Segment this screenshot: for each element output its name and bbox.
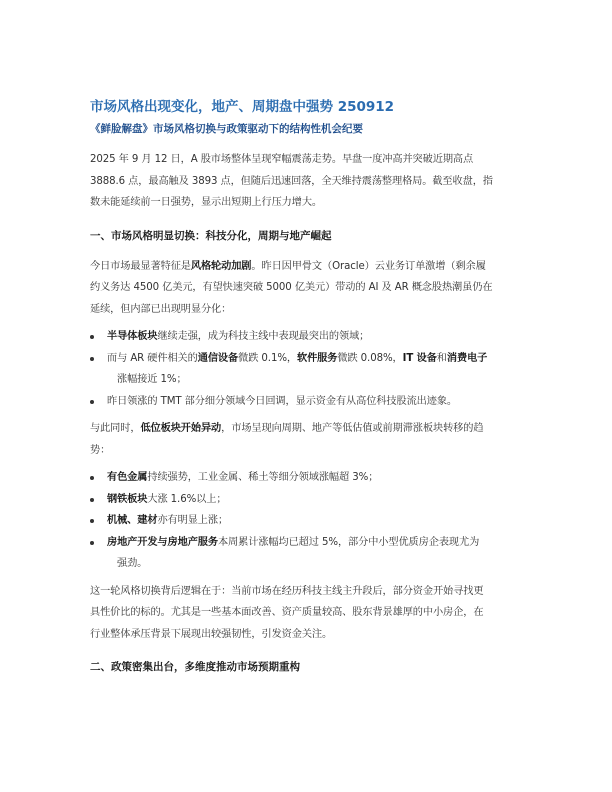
bold-phrase: 机械、建材 (107, 515, 158, 526)
bold-phrase: 钢铁板块 (107, 493, 148, 505)
intro-line-3: 数未能延续前一日强势，显示出短期上行压力增大。 (90, 197, 323, 208)
text-span: 今日市场最显著特征是 (90, 260, 191, 272)
intro-paragraph (90, 149, 522, 214)
bullet-icon (90, 335, 94, 339)
bold-phrase: 消费电子 (446, 352, 488, 364)
list-item (90, 348, 522, 391)
text-span: 亦有明显上涨； (157, 515, 229, 526)
list-item (90, 467, 522, 489)
text-span: 。昨日因甲骨文（Oracle）云业务订单激增（剩余履 (251, 260, 486, 272)
bullet-icon (90, 476, 94, 480)
text-span: 继续走强，成为科技主线中表现最突出的领域； (157, 331, 370, 342)
bullet-icon (90, 519, 94, 523)
document-subtitle: 《鲜脸解盘》市场风格切换与政策驱动下的结构性机会纪要 (90, 123, 363, 135)
section-1-paragraph-1 (90, 256, 522, 321)
text-span: 持续强势，工业金属、稀土等细分领域涨幅超 3%； (147, 472, 379, 483)
text-span: 而与 AR 硬件相关的 (107, 352, 198, 364)
list-item (90, 532, 522, 575)
bullet-icon (90, 357, 94, 361)
section-1-paragraph-3 (90, 581, 522, 646)
bullet-icon (90, 541, 94, 545)
text-span: 微跌 0.1%， (238, 352, 297, 364)
text-span: 本周累计涨幅均已超过 5%，部分中小型优质房企表现尤为 (217, 536, 480, 548)
text-span: 势： (90, 444, 111, 456)
bold-phrase: 软件服务 (297, 352, 338, 364)
section-2-heading: 二、政策密集出台，多维度推动市场预期重构 (90, 661, 300, 673)
intro-line-1: 2025 年 9 月 12 日，A 股市场整体呈现窄幅震荡走势。早盘一度冲高并突破近期高点 (90, 154, 474, 165)
text-span: 强劲。 (117, 558, 148, 569)
bold-phrase: 半导体板块 (107, 331, 158, 342)
document-page (90, 97, 522, 675)
bullet-list-tech (90, 326, 522, 412)
section-1-heading: 一、市场风格明显切换：科技分化，周期与地产崛起 (90, 229, 332, 242)
text-span: 这一轮风格切换背后逻辑在于：当前市场在经历科技主线主升段后，部分资金开始寻找更 (90, 585, 484, 597)
list-item (90, 489, 522, 511)
text-span: 昨日领涨的 TMT 部分细分领域今日回调，显示资金有从高位科技股流出迹象。 (107, 395, 458, 407)
list-item (90, 326, 522, 348)
text-span: 和 (436, 352, 447, 364)
bullet-icon (90, 498, 94, 502)
bold-phrase: 房地产开发与房地产服务 (107, 536, 218, 548)
list-item (90, 510, 522, 532)
document-title: 市场风格出现变化，地产、周期盘中强势 250912 (90, 99, 395, 115)
bold-phrase: 通信设备 (197, 352, 239, 364)
bold-phrase: 低位板块开始异动 (140, 423, 222, 434)
bold-phrase: 有色金属 (107, 472, 148, 483)
bullet-list-cyclical (90, 467, 522, 575)
bold-phrase: 风格轮动加剧 (190, 260, 252, 272)
text-span: 约义务达 4500 亿美元，有望快速突破 5000 亿美元）带动的 AI 及 AR 概念股热潮虽仍在 (90, 282, 493, 293)
bold-phrase: IT 设备 (402, 352, 437, 364)
text-span: 行业整体承压背景下展现出较强韧性，引发资金关注。 (90, 628, 333, 640)
text-span: 具性价比的标的。尤其是一些基本面改善、资产质量较高、股东背景雄厚的中小房企，在 (90, 607, 484, 618)
text-span: 延续，但内部已出现明显分化： (90, 303, 232, 315)
section-1-paragraph-2 (90, 418, 522, 461)
list-item (90, 391, 522, 413)
text-span: 微跌 0.08%， (337, 352, 403, 364)
bullet-icon (90, 400, 94, 404)
text-span: 大涨 1.6%以上； (147, 493, 227, 505)
intro-line-2: 3888.6 点，最高触及 3893 点，但随后迅速回落，全天维持震荡整理格局。截至收盘，指 (90, 175, 493, 187)
text-span: 涨幅接近 1%； (117, 374, 187, 385)
text-span: ，市场呈现向周期、地产等低估值或前期滞涨板块转移的趋 (221, 423, 484, 434)
text-span: 与此同时， (90, 423, 141, 434)
